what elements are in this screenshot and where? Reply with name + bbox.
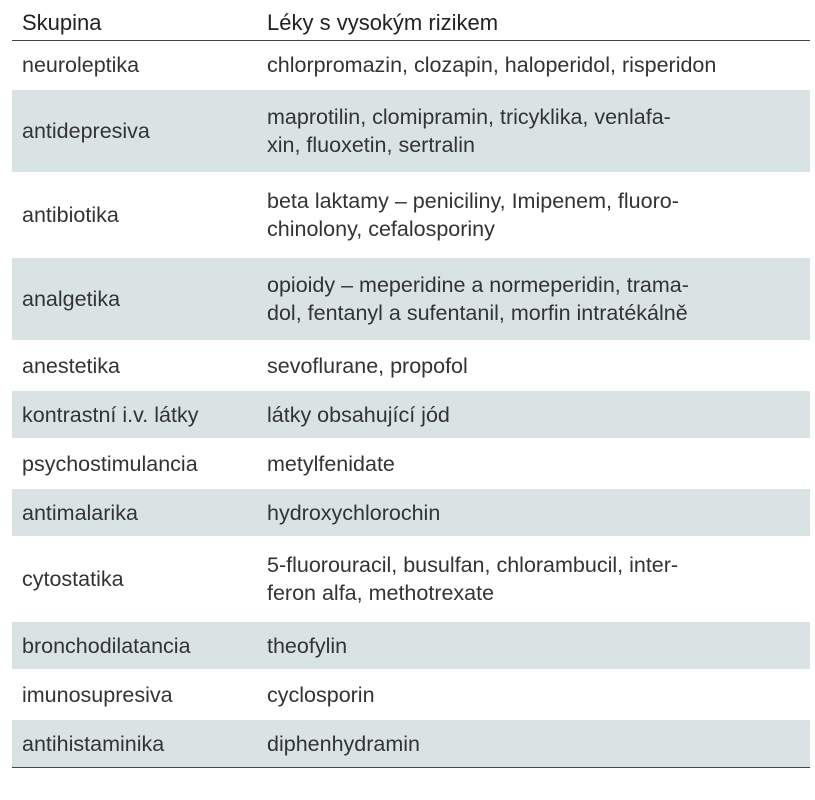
table-row	[12, 391, 810, 440]
drugs-line: 5-fluorouracil, busulfan, chlorambucil, inter-	[267, 553, 679, 577]
group-cell: antimalarika	[22, 500, 138, 525]
drugs-cell	[255, 551, 810, 607]
drugs-cell	[255, 51, 810, 79]
drug-risk-table	[12, 6, 810, 768]
drugs-line: chlorpromazin, clozapin, haloperidol, risperidon	[267, 52, 717, 77]
drugs-line: opioidy – meperidine a normeperidin, trama-	[267, 273, 689, 297]
table-row	[12, 174, 810, 258]
group-cell: antidepresiva	[22, 119, 150, 143]
group-cell: anestetika	[22, 353, 121, 378]
group-cell: antibiotika	[22, 203, 119, 227]
header-group: Skupina	[22, 10, 102, 35]
drugs-line: xin, fluoxetin, sertralin	[267, 133, 475, 157]
drugs-line: dol, fentanyl a sufentanil, morfin intratékálně	[267, 301, 688, 325]
table-row	[12, 342, 810, 391]
group-cell: analgetika	[22, 287, 121, 311]
group-cell: imunosupresiva	[22, 682, 173, 707]
drugs-cell	[255, 401, 810, 429]
group-cell: antihistaminika	[22, 731, 165, 756]
table-row	[12, 671, 810, 720]
table-row	[12, 720, 810, 768]
drugs-line: feron alfa, methotrexate	[267, 581, 495, 605]
table-header	[12, 6, 810, 41]
group-cell: psychostimulancia	[22, 451, 198, 476]
drugs-line: látky obsahující jód	[267, 402, 450, 427]
drugs-line: theofylin	[267, 633, 348, 658]
table-row	[12, 41, 810, 90]
drugs-cell	[255, 450, 810, 478]
drugs-line: sevoflurane, propofol	[267, 353, 468, 378]
table-row	[12, 538, 810, 622]
group-cell: neuroleptika	[22, 52, 140, 77]
table-row	[12, 489, 810, 538]
drugs-cell	[255, 681, 810, 709]
drugs-line: beta laktamy – peniciliny, Imipenem, fluoro-	[267, 189, 679, 213]
group-cell: cytostatika	[22, 567, 124, 591]
table-row	[12, 440, 810, 489]
drugs-cell	[255, 271, 810, 327]
group-cell: bronchodilatancia	[22, 633, 191, 658]
group-cell: kontrastní i.v. látky	[22, 402, 199, 427]
drugs-cell	[255, 103, 810, 159]
table-row	[12, 258, 810, 342]
drugs-line: maprotilin, clomipramin, tricyklika, venlafa-	[267, 105, 671, 129]
drugs-cell	[255, 187, 810, 243]
table-row	[12, 90, 810, 174]
drugs-cell	[255, 632, 810, 660]
drugs-cell	[255, 730, 810, 758]
header-drugs: Léky s vysokým rizikem	[267, 10, 499, 35]
drugs-line: metylfenidate	[267, 451, 395, 476]
drugs-line: cyclosporin	[267, 682, 375, 707]
drugs-cell	[255, 352, 810, 380]
drugs-cell	[255, 499, 810, 527]
drugs-line: chinolony, cefalosporiny	[267, 217, 495, 241]
drugs-line: hydroxychlorochin	[267, 500, 441, 525]
drugs-line: diphenhydramin	[267, 731, 420, 756]
table-row	[12, 622, 810, 671]
